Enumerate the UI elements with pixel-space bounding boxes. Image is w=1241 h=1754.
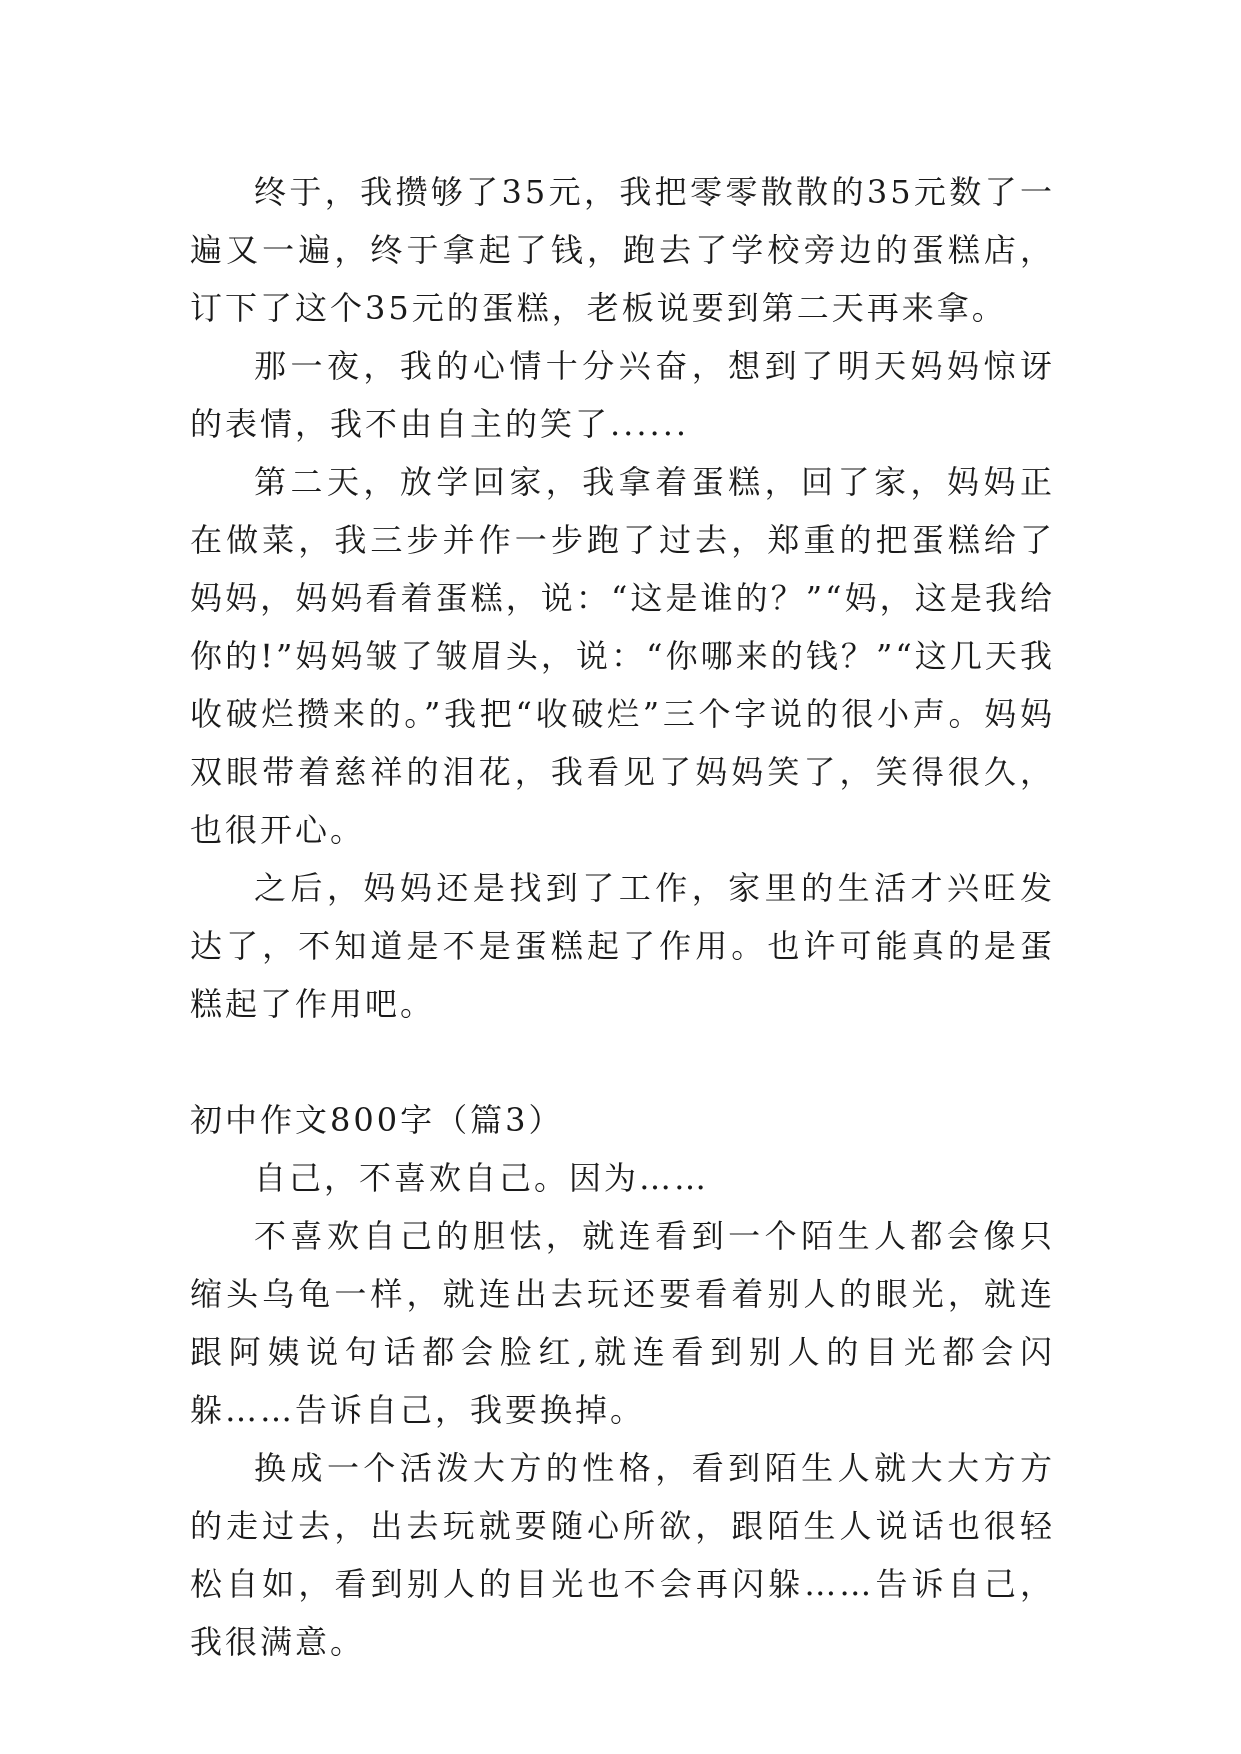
paragraph: 不喜欢自己的胆怯，就连看到一个陌生人都会像只缩头乌龟一样，就连出去玩还要看着别人的眼光，就连跟阿姨说句话都会脸红,就连看到别人的目光都会闪躲……告诉自己，我要换掉。 <box>190 1217 1055 1429</box>
paragraph: 终于，我攒够了35元，我把零零散散的35元数了一遍又一遍，终于拿起了钱，跑去了学校旁边的蛋糕店，订下了这个35元的蛋糕，老板说要到第二天再来拿。 <box>190 173 1055 327</box>
paragraph: 那一夜，我的心情十分兴奋，想到了明天妈妈惊讶的表情，我不由自主的笑了...... <box>190 347 1055 443</box>
paragraph: 之后，妈妈还是找到了工作，家里的生活才兴旺发达了，不知道是不是蛋糕起了作用。也许可能真的是蛋糕起了作用吧。 <box>190 869 1055 1023</box>
paragraph: 换成一个活泼大方的性格，看到陌生人就大大方方的走过去，出去玩就要随心所欲，跟陌生人说话也很轻松自如，看到别人的目光也不会再闪躲……告诉自己，我很满意。 <box>190 1449 1055 1661</box>
document-body <box>190 163 1055 1671</box>
paragraph: 第二天，放学回家，我拿着蛋糕，回了家，妈妈正在做菜，我三步并作一步跑了过去，郑重的把蛋糕给了妈妈，妈妈看着蛋糕，说：“这是谁的？”“妈，这是我给你的!”妈妈皱了皱眉头，说：“你哪来的钱？”“这几天我收破烂攒来的。”我把“收破烂”三个字说的很小声。妈妈双眼带着慈祥的泪花，我看见了妈妈笑了，笑得很久，也很开心。 <box>190 463 1055 849</box>
paragraph: 自己，不喜欢自己。因为…… <box>254 1159 710 1197</box>
section-heading: 初中作文800字（篇3） <box>190 1101 564 1139</box>
